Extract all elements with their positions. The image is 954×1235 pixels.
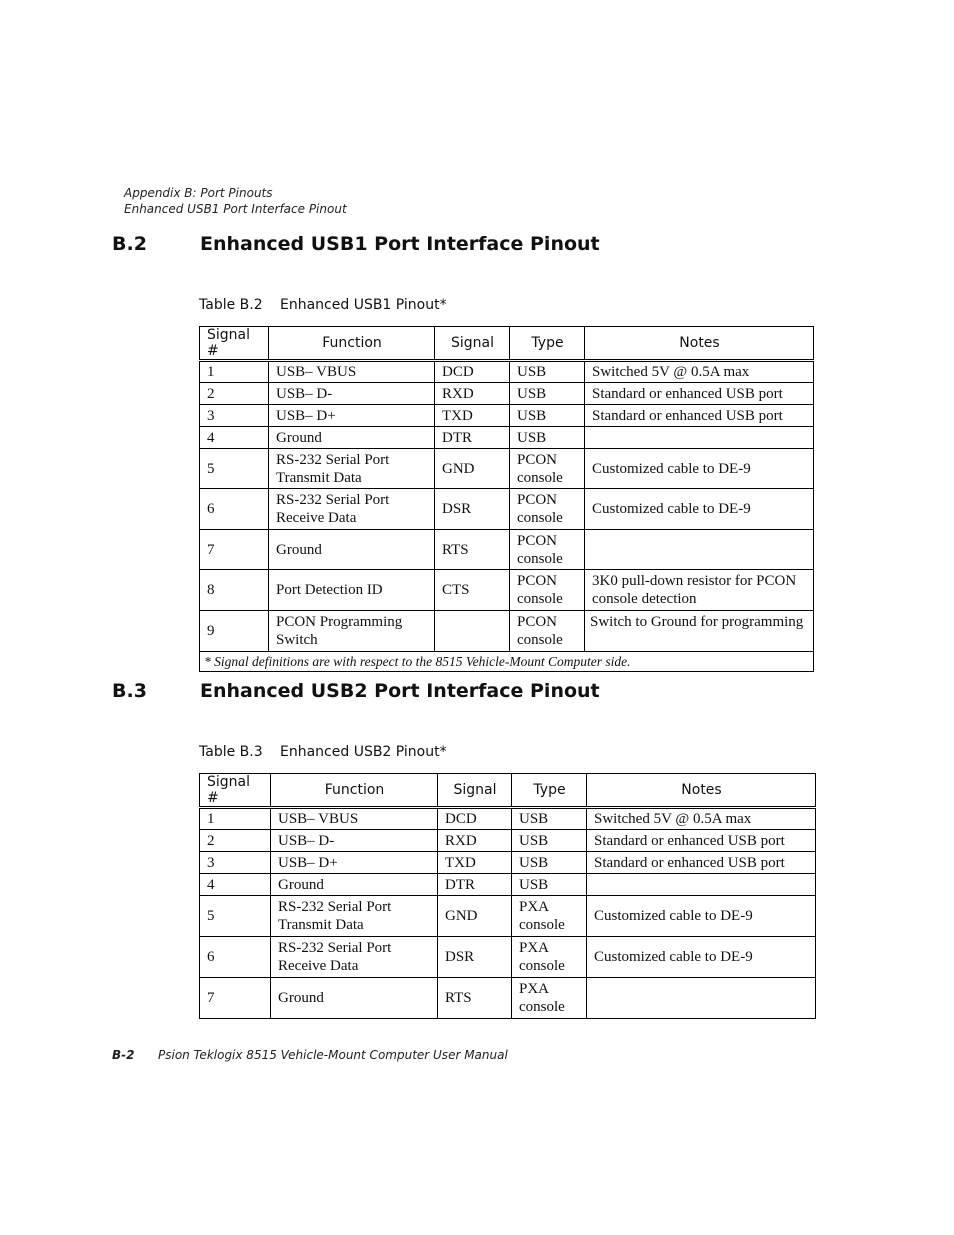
- caption-title: Enhanced USB1 Pinout*: [280, 297, 447, 313]
- cell-type: PCON console: [510, 449, 585, 489]
- cell-signal-number: 6: [200, 937, 271, 978]
- table-row: [200, 852, 816, 874]
- cell-signal-number: 5: [200, 449, 269, 489]
- cell-signal-number: 8: [200, 570, 269, 611]
- cell-signal: [435, 611, 510, 652]
- manual-title: Psion Teklogix 8515 Vehicle-Mount Computer User Manual: [158, 1048, 508, 1062]
- cell-signal-number: 2: [200, 830, 271, 852]
- cell-signal: GND: [435, 449, 510, 489]
- cell-signal-number: 9: [200, 611, 269, 652]
- table-row: [200, 405, 814, 427]
- col-header-signal: Signal: [438, 774, 512, 808]
- caption-number: Table B.2: [199, 297, 263, 313]
- cell-notes: [587, 874, 816, 896]
- cell-signal-number: 4: [200, 427, 269, 449]
- cell-signal: TXD: [435, 405, 510, 427]
- cell-signal: RXD: [438, 830, 512, 852]
- cell-type: PCON console: [510, 530, 585, 570]
- cell-type: PXA console: [512, 896, 587, 937]
- cell-notes: Customized cable to DE-9: [585, 489, 814, 530]
- cell-function: Port Detection ID: [269, 570, 435, 611]
- table-row: [200, 978, 816, 1019]
- col-header-signal: Signal: [435, 327, 510, 361]
- cell-signal: RTS: [438, 978, 512, 1019]
- col-header-notes: Notes: [587, 774, 816, 808]
- cell-signal-number: 6: [200, 489, 269, 530]
- cell-signal: RTS: [435, 530, 510, 570]
- cell-notes: Standard or enhanced USB port: [585, 383, 814, 405]
- cell-notes: Standard or enhanced USB port: [587, 830, 816, 852]
- table-footnote-row: [200, 652, 814, 672]
- cell-notes: [585, 427, 814, 449]
- table-row: [200, 874, 816, 896]
- table-row: [200, 449, 814, 489]
- cell-notes: 3K0 pull-down resistor for PCON console detection: [585, 570, 814, 611]
- cell-signal: TXD: [438, 852, 512, 874]
- col-header-function: Function: [271, 774, 438, 808]
- usb2-pinout-table: [199, 773, 816, 1019]
- cell-notes: Switched 5V @ 0.5A max: [585, 361, 814, 383]
- table-row: [200, 427, 814, 449]
- cell-signal-number: 7: [200, 978, 271, 1019]
- table-row: [200, 361, 814, 383]
- cell-signal-number: 3: [200, 852, 271, 874]
- table-row: [200, 383, 814, 405]
- section-number: B.3: [112, 680, 147, 702]
- table-caption-b2: [199, 297, 447, 313]
- usb1-pinout-table: [199, 326, 814, 672]
- cell-function: RS-232 Serial Port Transmit Data: [269, 449, 435, 489]
- cell-function: PCON Programming Switch: [269, 611, 435, 652]
- page-number: B-2: [112, 1048, 135, 1062]
- cell-function: USB– D+: [269, 405, 435, 427]
- cell-notes: [587, 978, 816, 1019]
- col-header-type: Type: [512, 774, 587, 808]
- cell-function: USB– VBUS: [269, 361, 435, 383]
- col-header-type: Type: [510, 327, 585, 361]
- section-title: Enhanced USB2 Port Interface Pinout: [200, 680, 600, 702]
- col-header-function: Function: [269, 327, 435, 361]
- cell-signal-number: 1: [200, 361, 269, 383]
- section-title: Enhanced USB1 Port Interface Pinout: [200, 233, 600, 255]
- section-heading-b2: [112, 233, 600, 255]
- table-row: [200, 611, 814, 652]
- cell-notes: [585, 530, 814, 570]
- table-footnote: * Signal definitions are with respect to the 8515 Vehicle-Mount Computer side.: [200, 652, 814, 672]
- caption-number: Table B.3: [199, 744, 263, 760]
- cell-function: USB– VBUS: [271, 808, 438, 830]
- section-heading-b3: [112, 680, 600, 702]
- cell-function: Ground: [269, 427, 435, 449]
- caption-title: Enhanced USB2 Pinout*: [280, 744, 447, 760]
- cell-signal-number: 5: [200, 896, 271, 937]
- cell-notes: Standard or enhanced USB port: [585, 405, 814, 427]
- col-header-signal-number: Signal #: [200, 327, 269, 361]
- page-footer: [112, 1048, 508, 1062]
- table-row: [200, 489, 814, 530]
- table-row: [200, 937, 816, 978]
- cell-signal: GND: [438, 896, 512, 937]
- cell-signal: DSR: [435, 489, 510, 530]
- cell-function: RS-232 Serial Port Transmit Data: [271, 896, 438, 937]
- cell-notes: Customized cable to DE-9: [587, 896, 816, 937]
- table-caption-b3: [199, 744, 447, 760]
- cell-notes: Customized cable to DE-9: [585, 449, 814, 489]
- cell-signal: DTR: [438, 874, 512, 896]
- cell-function: Ground: [271, 978, 438, 1019]
- cell-notes: Switch to Ground for programming: [585, 611, 814, 652]
- col-header-signal-number: Signal #: [200, 774, 271, 808]
- cell-type: USB: [510, 405, 585, 427]
- cell-notes: Customized cable to DE-9: [587, 937, 816, 978]
- cell-signal-number: 7: [200, 530, 269, 570]
- table-row: [200, 530, 814, 570]
- cell-type: USB: [510, 361, 585, 383]
- cell-signal-number: 3: [200, 405, 269, 427]
- cell-signal: RXD: [435, 383, 510, 405]
- table-row: [200, 830, 816, 852]
- cell-type: USB: [512, 830, 587, 852]
- running-header: [124, 185, 347, 217]
- cell-function: Ground: [269, 530, 435, 570]
- cell-signal-number: 2: [200, 383, 269, 405]
- cell-signal: DTR: [435, 427, 510, 449]
- cell-type: PXA console: [512, 937, 587, 978]
- cell-signal: DCD: [435, 361, 510, 383]
- cell-notes: Switched 5V @ 0.5A max: [587, 808, 816, 830]
- cell-type: PCON console: [510, 570, 585, 611]
- cell-type: PXA console: [512, 978, 587, 1019]
- cell-type: USB: [510, 427, 585, 449]
- cell-function: USB– D-: [269, 383, 435, 405]
- cell-function: Ground: [271, 874, 438, 896]
- cell-signal-number: 4: [200, 874, 271, 896]
- table-header-row: [200, 327, 814, 361]
- cell-notes: Standard or enhanced USB port: [587, 852, 816, 874]
- section-number: B.2: [112, 233, 147, 255]
- cell-type: USB: [512, 874, 587, 896]
- table-header-row: [200, 774, 816, 808]
- cell-type: USB: [510, 383, 585, 405]
- table-row: [200, 896, 816, 937]
- cell-function: RS-232 Serial Port Receive Data: [271, 937, 438, 978]
- cell-function: RS-232 Serial Port Receive Data: [269, 489, 435, 530]
- cell-function: USB– D-: [271, 830, 438, 852]
- cell-type: PCON console: [510, 611, 585, 652]
- header-chapter: Appendix B: Port Pinouts: [124, 186, 273, 200]
- table-row: [200, 570, 814, 611]
- cell-signal: CTS: [435, 570, 510, 611]
- header-section: Enhanced USB1 Port Interface Pinout: [124, 202, 347, 216]
- cell-type: USB: [512, 852, 587, 874]
- cell-signal: DCD: [438, 808, 512, 830]
- table-row: [200, 808, 816, 830]
- cell-type: PCON console: [510, 489, 585, 530]
- cell-signal-number: 1: [200, 808, 271, 830]
- col-header-notes: Notes: [585, 327, 814, 361]
- cell-function: USB– D+: [271, 852, 438, 874]
- cell-type: USB: [512, 808, 587, 830]
- cell-signal: DSR: [438, 937, 512, 978]
